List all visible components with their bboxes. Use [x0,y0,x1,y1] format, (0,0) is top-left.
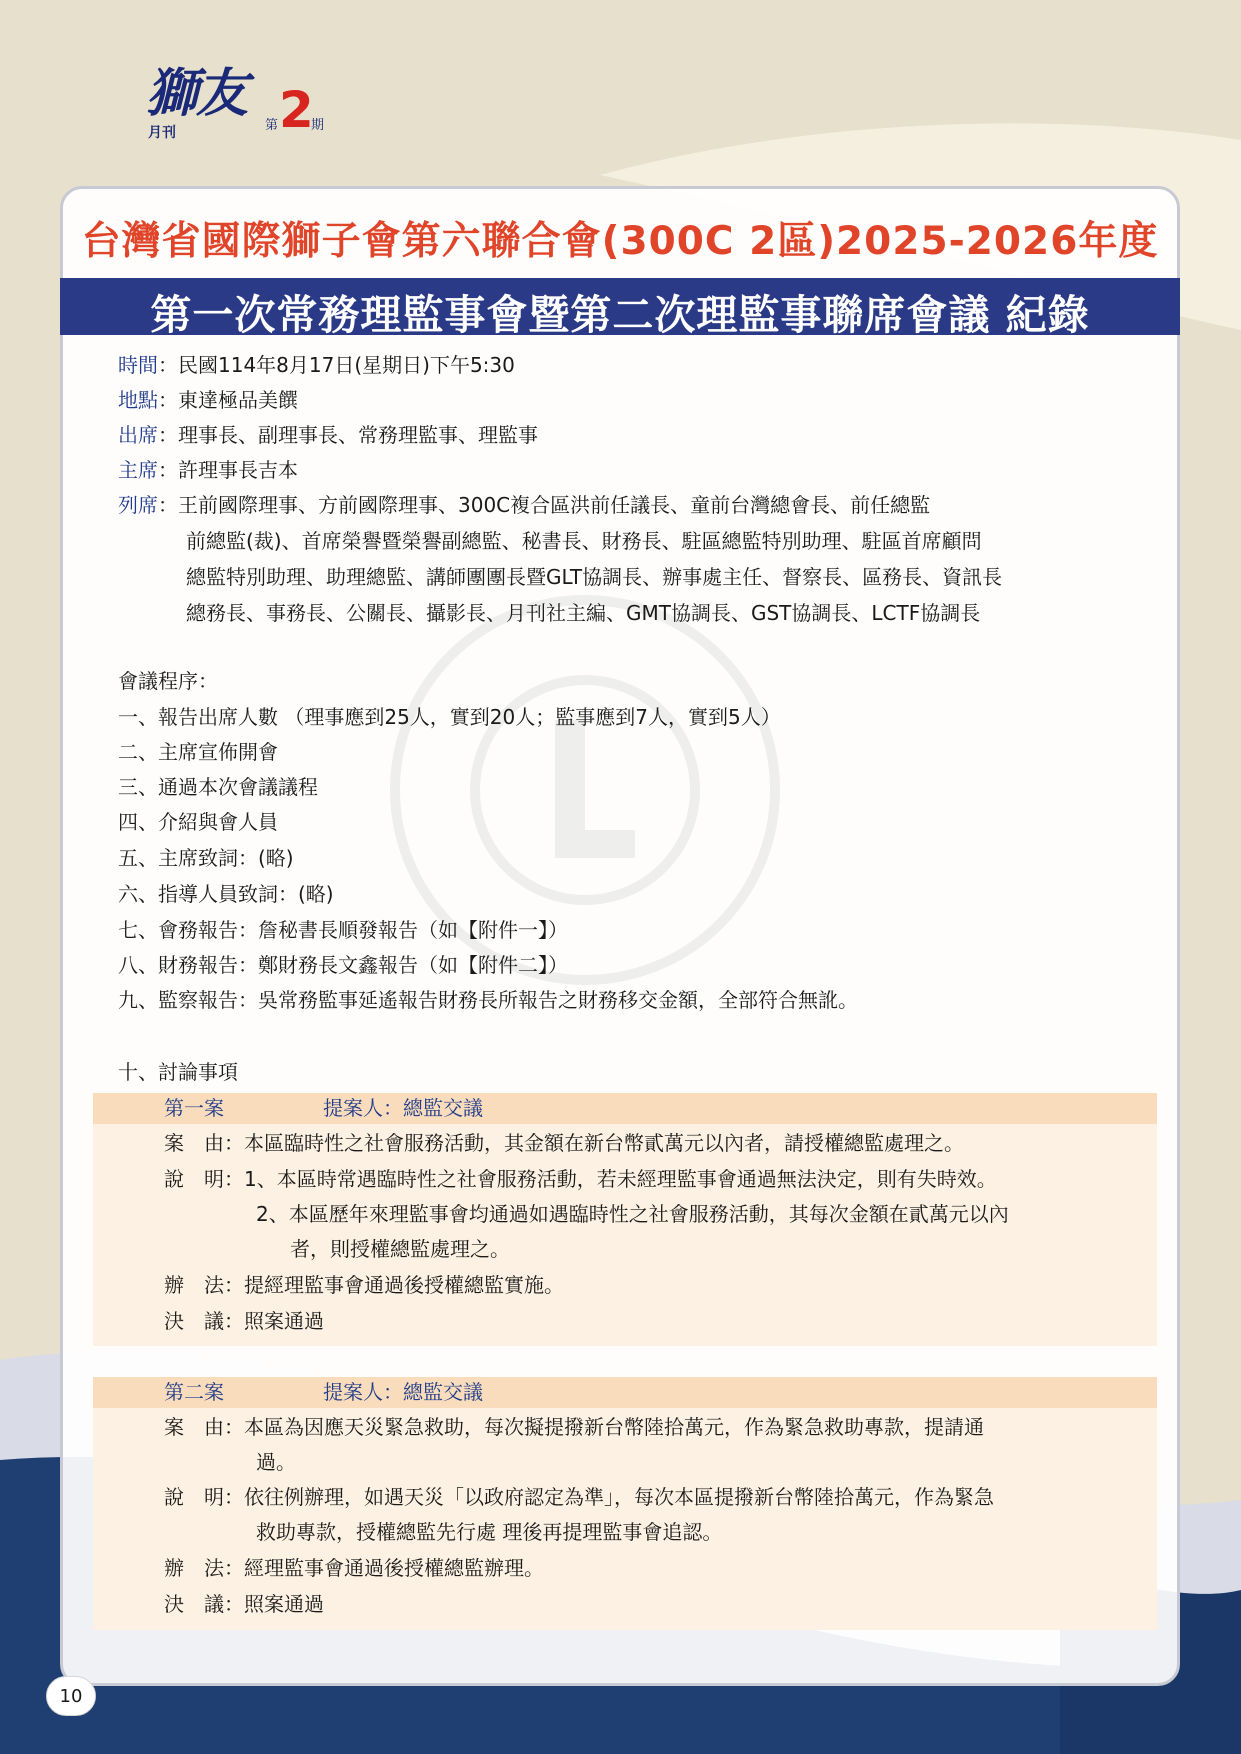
case-2-line: 過。 [256,1450,296,1474]
case-1-line: 說 明：1、本區時常遇臨時性之社會服務活動，若未經理監事會通過無法決定，則有失時效。 [164,1167,997,1191]
meta-label: 列席 [118,493,158,517]
magazine-monthly-label: 月刊 [148,125,176,141]
attendees-line: 總監特別助理、助理總監、講師團團長暨GLT協調長、辦事處主任、督察長、區務長、資訊長 [186,565,1003,589]
meta-label: 地點 [118,388,158,412]
case-2-line: 決 議：照案通過 [164,1592,324,1616]
case-1-line: 決 議：照案通過 [164,1309,324,1333]
discussion-heading: 十、討論事項 [118,1060,238,1084]
case-2-line: 案 由：本區為因應天災緊急救助，每次擬提撥新台幣陸拾萬元，作為緊急救助專款，提請通 [164,1415,984,1439]
meta-value: ：東達極品美饌 [158,388,298,412]
meta-chair [118,454,298,486]
case-1-header [93,1093,1157,1124]
case-2-header [93,1377,1157,1408]
case-1-line: 2、本區歷年來理監事會均通過如遇臨時性之社會服務活動，其每次金額在貳萬元以內 [256,1202,1009,1226]
magazine-title: 獅友 [146,63,247,124]
issue-prefix: 第 [265,118,279,133]
agenda-item: 三、通過本次會議議程 [118,775,318,799]
meta-label: 時間 [118,353,158,377]
meta-value: ：王前國際理事、方前國際理事、300C複合區洪前任議長、童前台灣總會長、前任總監 [158,493,931,517]
masthead [146,64,346,144]
case-1-line: 案 由：本區臨時性之社會服務活動，其金額在新台幣貳萬元以內者，請授權總監處理之。 [164,1131,964,1155]
case-2-line: 辦 法：經理監事會通過後授權總監辦理。 [164,1556,544,1580]
case-2-line: 說 明：依往例辦理，如遇天災「以政府認定為準」，每次本區提撥新台幣陸拾萬元，作為緊急 [164,1485,994,1509]
document-subtitle: 第一次常務理監事會暨第二次理監事聯席會議 紀錄 [150,291,1090,339]
case-2-line: 救助專款，授權總監先行處 理後再提理監事會追認。 [256,1520,723,1544]
meta-label: 出席 [118,423,158,447]
agenda-item: 六、指導人員致詞：(略) [118,882,334,906]
agenda-item: 一、報告出席人數 （理事應到25人，實到20人；監事應到7人，實到5人） [118,705,781,729]
meta-present [118,419,538,451]
meta-attendees [118,489,930,521]
agenda-item: 五、主席致詞：(略) [118,846,294,870]
case-2-title: 第二案 [164,1380,224,1404]
case-1-title: 第一案 [164,1096,224,1120]
meta-time [118,349,515,381]
meta-label: 主席 [118,458,158,482]
meta-value: ：民國114年8月17日(星期日)下午5:30 [158,353,515,377]
case-1-proposer: 提案人：總監交議 [323,1096,483,1120]
agenda-item: 九、監察報告：吳常務監事延遙報告財務長所報告之財務移交金額，全部符合無訛。 [118,988,858,1012]
case-1-line: 者，則授權總監處理之。 [290,1237,510,1261]
case-1-line: 辦 法：提經理監事會通過後授權總監實施。 [164,1273,564,1297]
agenda-item: 四、介紹與會人員 [118,810,278,834]
meta-value: ：許理事長吉本 [158,458,298,482]
issue-suffix: 期 [311,118,325,133]
agenda-item: 二、主席宣佈開會 [118,740,278,764]
page-number: 10 [46,1676,96,1716]
agenda-item: 七、會務報告：詹秘書長順發報告（如【附件一】） [118,918,568,942]
attendees-line: 前總監(裁)、首席榮譽暨榮譽副總監、秘書長、財務長、駐區總監特別助理、駐區首席顧問 [186,529,982,553]
meta-value: ：理事長、副理事長、常務理監事、理監事 [158,423,538,447]
case-2-proposer: 提案人：總監交議 [323,1380,483,1404]
meta-location [118,384,298,416]
attendees-line: 總務長、事務長、公關長、攝影長、月刊社主編、GMT協調長、GST協調長、LCTF協調長 [186,601,981,625]
agenda-item: 八、財務報告：鄭財務長文鑫報告（如【附件二】） [118,953,568,977]
issue-number: 2 [279,81,314,139]
agenda-heading: 會議程序： [118,669,218,693]
document-title: 台灣省國際獅子會第六聯合會(300C 2區)2025-2026年度 [81,219,1159,264]
